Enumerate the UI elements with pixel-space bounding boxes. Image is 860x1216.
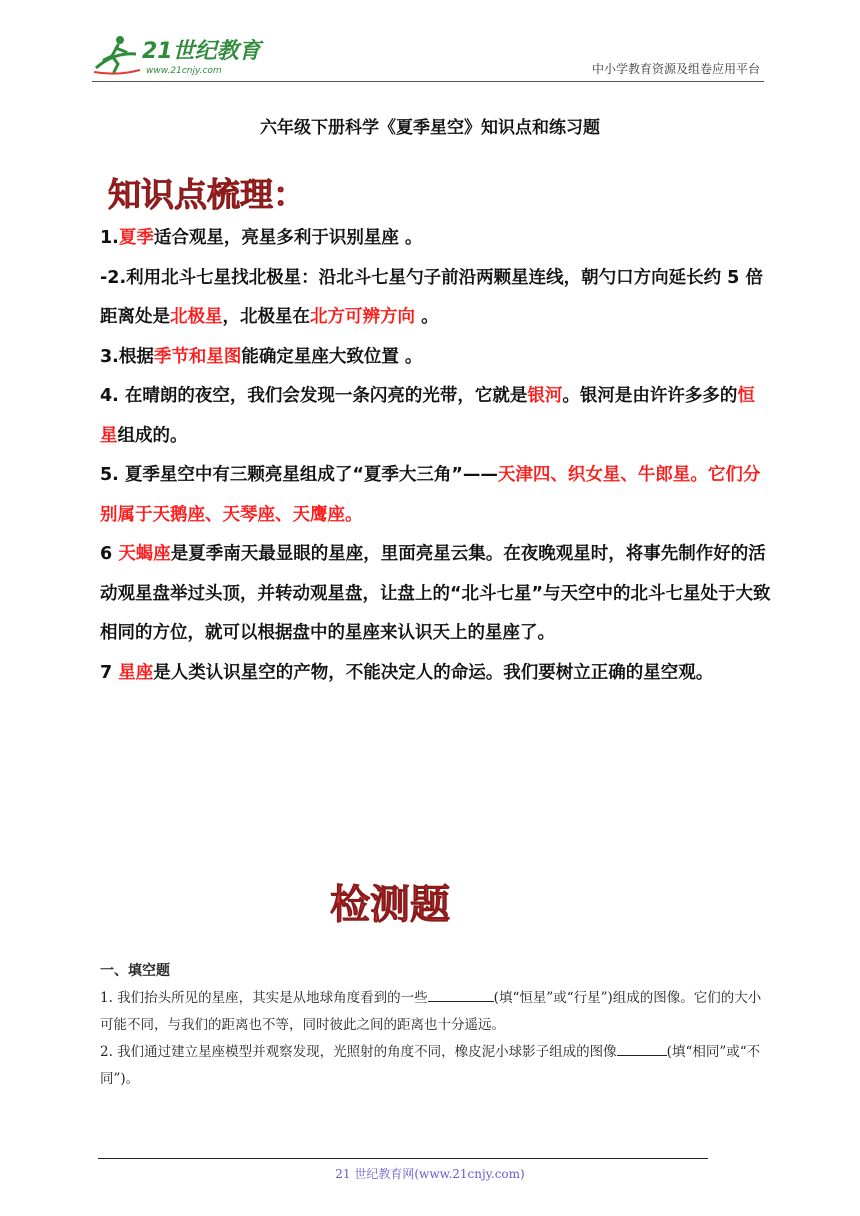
header-tagline: 中小学教育资源及组卷应用平台 (591, 62, 760, 76)
knowledge-item-4: 4. 在晴朗的夜空，我们会发现一条闪亮的光带，它就是银河。银河是由许许多多的恒星组成的。 (100, 386, 755, 446)
document-title: 六年级下册科学《夏季星空》知识点和练习题 (260, 118, 600, 138)
page-header (92, 30, 764, 82)
knowledge-section-title: 知识点梳理： (108, 175, 306, 214)
exam-section-banner (0, 874, 780, 936)
practice-questions (100, 958, 765, 1093)
header-divider (92, 81, 764, 82)
knowledge-item-2: -2.利用北斗七星找北极星：沿北斗七星勺子前沿两颗星连线，朝勺口方向延长约 5 倍距离处是北极星，北极星在北方可辨方向 。 (100, 267, 763, 327)
knowledge-item-5: 5. 夏季星空中有三颗亮星组成了“夏季大三角”——天津四、织女星、牛郎星。它们分别属于天鹅座、天琴座、天鹰座。 (100, 465, 761, 525)
logo-text: 21世纪教育 (142, 39, 261, 64)
exam-section-title: 检测题 (330, 882, 450, 928)
footer-text: 21 世纪教育网(www.21cnjy.com) (335, 1167, 525, 1181)
knowledge-item-7: 7 星座是人类认识星空的产物，不能决定人的命运。我们要树立正确的星空观。 (100, 662, 714, 683)
question-1: 1. 我们抬头所见的星座，其实是从地球角度看到的一些 (填“恒星”或“行星”)组成的图像。它们的大小可能不同，与我们的距离也不等，同时彼此之间的距离也十分遥远。 (100, 985, 765, 1039)
knowledge-points (100, 219, 772, 693)
site-logo (92, 32, 292, 78)
answer-blank[interactable] (428, 987, 494, 1002)
knowledge-item-6: 6 天蝎座是夏季南天最显眼的星座，里面亮星云集。在夜晚观星时，将事先制作好的活动观星盘举过头顶，并转动观星盘，让盘上的“北斗七星”与天空中的北斗七星处于大致相同的方位，就可以根据盘中的星座来认识天上的星座了。 (100, 544, 771, 643)
knowledge-section-banner (106, 168, 316, 218)
knowledge-item-3: 3.根据季节和星图能确定星座大致位置 。 (100, 346, 423, 367)
knowledge-item-1: 1.夏季适合观星，亮星多利于识别星座 。 (100, 228, 423, 248)
footer-divider (98, 1158, 708, 1159)
logo-url: www.21cnjy.com (146, 66, 222, 76)
answer-blank[interactable] (617, 1041, 667, 1056)
fill-blank-heading: 一、填空题 (100, 963, 170, 979)
exam-banner-graphic (310, 874, 470, 932)
runner-icon (94, 36, 140, 74)
question-2: 2. 我们通过建立星座模型并观察发现，光照射的角度不同，橡皮泥小球影子组成的图像 (填“相同”或“不同”)。 (100, 1039, 765, 1093)
